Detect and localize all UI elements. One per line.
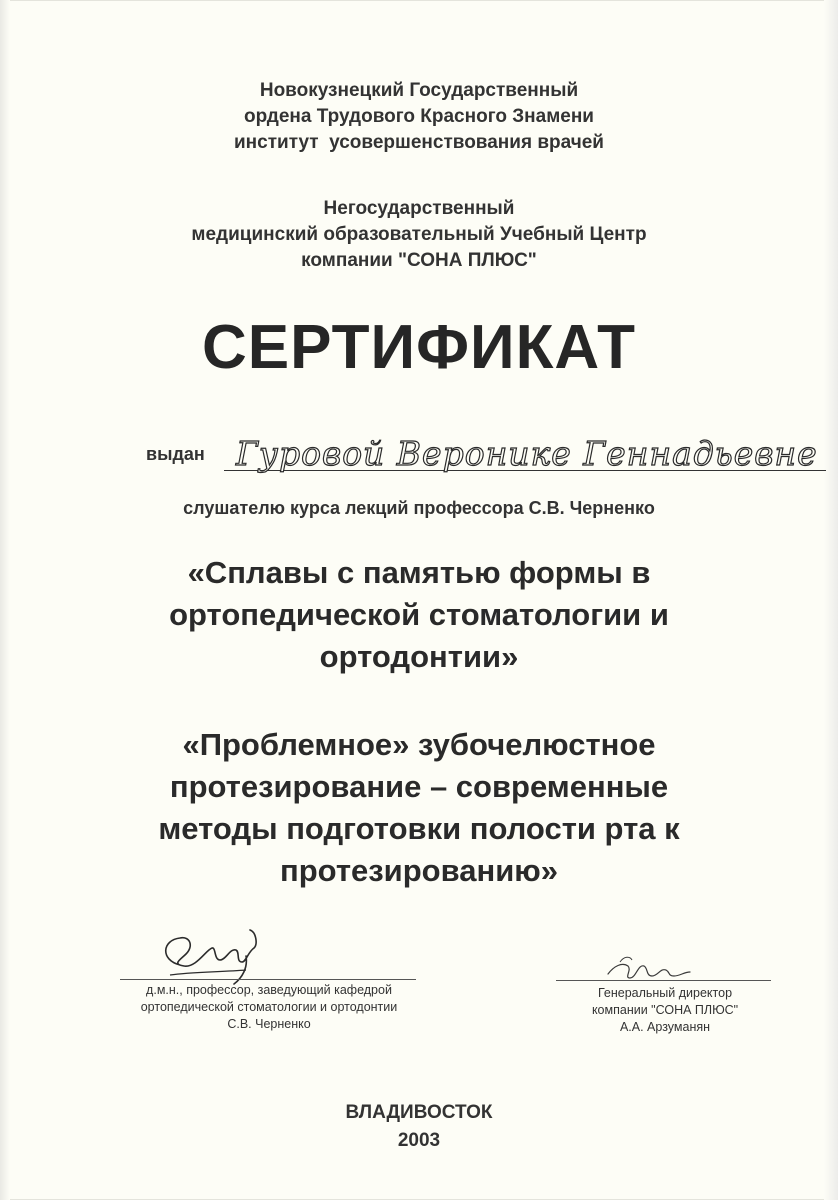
signatory-right-line-2: компании "СОНА ПЛЮС" bbox=[591, 1003, 739, 1017]
institute-line-2: ордена Трудового Красного Знамени bbox=[244, 106, 594, 127]
center-line-2: медицинский образовательный Учебный Центр bbox=[191, 224, 647, 245]
signature-arzumanyan bbox=[600, 948, 710, 988]
signature-line-right bbox=[556, 980, 771, 981]
course-title-2 bbox=[0, 724, 838, 892]
course-1-line-1: «Сплавы с памятью формы в bbox=[187, 555, 651, 590]
course-1-line-3: ортодонтии» bbox=[319, 639, 519, 674]
listener-line: слушателю курса лекций профессора С.В. Черненко bbox=[183, 498, 655, 518]
signatory-left bbox=[108, 982, 430, 1033]
signatory-right-line-3: А.А. Арзуманян bbox=[619, 1020, 711, 1034]
center-line-1: Негосударственный bbox=[323, 198, 515, 219]
institute-header bbox=[0, 78, 838, 156]
course-2-line-4: протезированию» bbox=[280, 853, 558, 888]
signatory-right-line-1: Генеральный директор bbox=[597, 986, 733, 1000]
signatory-left-line-2: ортопедической стоматологии и ортодонтии bbox=[140, 1000, 398, 1014]
issued-label: выдан bbox=[146, 444, 205, 464]
institute-line-3: институт усовершенствования врачей bbox=[234, 132, 604, 153]
recipient-name: Гуровой Веронике Геннадьевне bbox=[236, 434, 818, 473]
course-2-line-2: протезирование – современные bbox=[169, 769, 669, 804]
course-1-line-2: ортопедической стоматологии и bbox=[169, 597, 669, 632]
center-line-3: компании "СОНА ПЛЮС" bbox=[301, 250, 537, 271]
course-2-line-3: методы подготовки полости рта к bbox=[158, 811, 680, 846]
signature-line-left bbox=[120, 979, 416, 980]
footer-year: 2003 bbox=[397, 1130, 441, 1151]
center-header bbox=[0, 196, 838, 274]
signatory-right bbox=[558, 985, 772, 1036]
institute-line-1: Новокузнецкий Государственный bbox=[259, 80, 579, 101]
course-title-1 bbox=[0, 552, 838, 678]
certificate-title: СЕРТИФИКАТ bbox=[202, 313, 636, 382]
issued-to-row bbox=[0, 434, 838, 478]
course-2-line-1: «Проблемное» зубочелюстное bbox=[182, 727, 656, 762]
signatory-left-line-3: С.В. Черненко bbox=[227, 1017, 311, 1031]
footer-city: ВЛАДИВОСТОК bbox=[345, 1102, 493, 1123]
signatory-left-line-1: д.м.н., профессор, заведующий кафедрой bbox=[146, 983, 392, 997]
